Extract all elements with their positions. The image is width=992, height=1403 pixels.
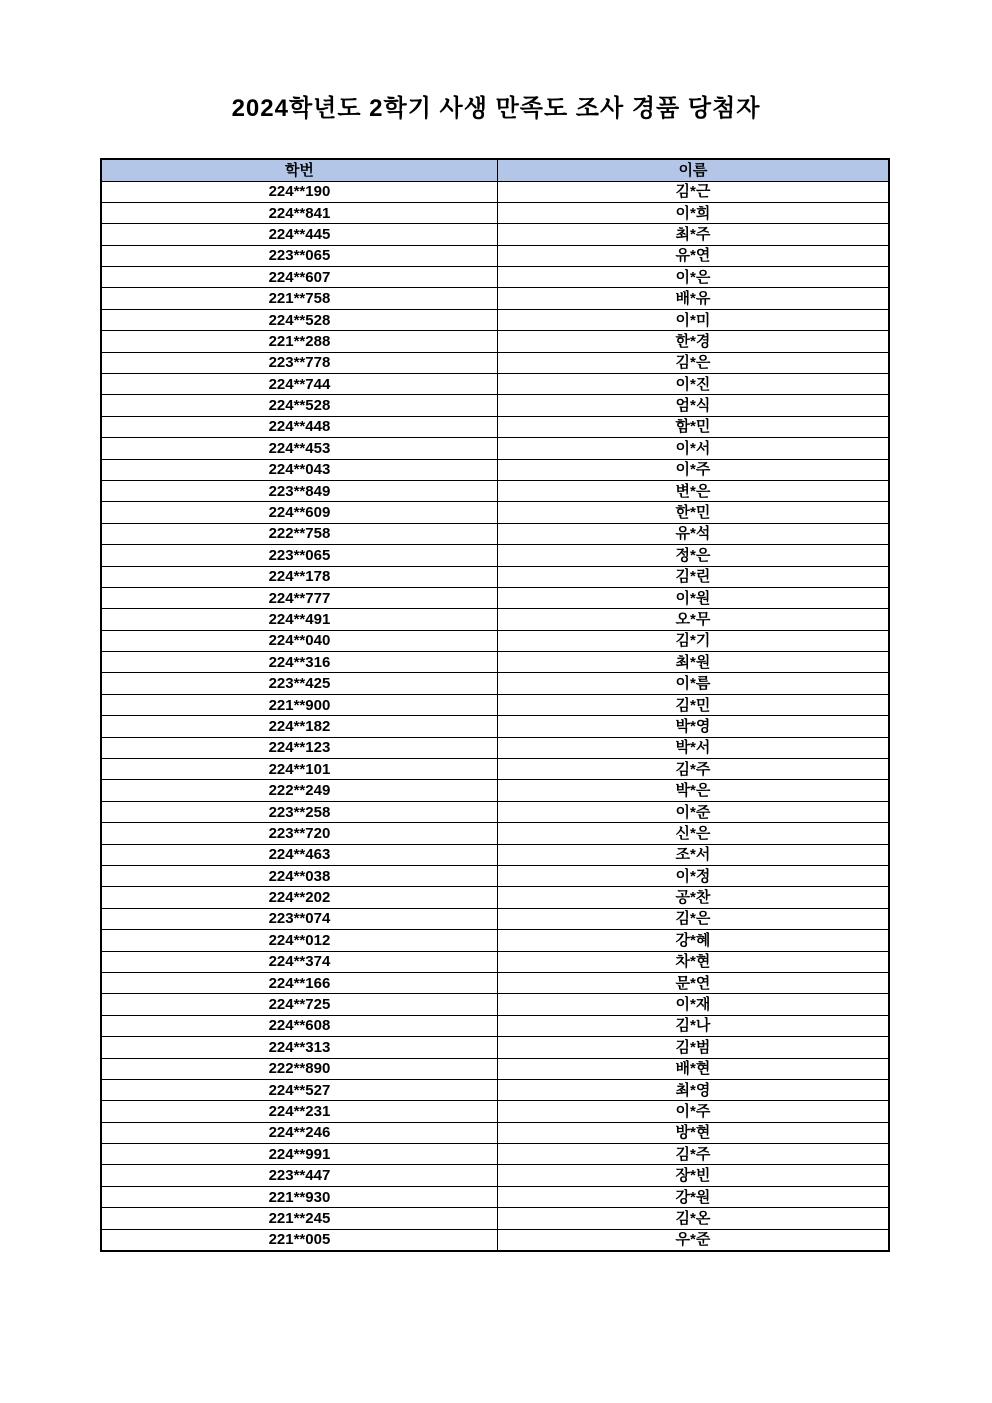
- name-cell: 이*정: [497, 866, 889, 887]
- student-id-cell: 224**231: [101, 1101, 497, 1122]
- student-id-cell: 224**374: [101, 951, 497, 972]
- table-row: [101, 1101, 889, 1122]
- table-row: [101, 866, 889, 887]
- name-cell: 이*주: [497, 459, 889, 480]
- column-header-student-id: 학번: [101, 159, 497, 181]
- name-cell: 김*은: [497, 908, 889, 929]
- column-header-name: 이름: [497, 159, 889, 181]
- name-cell: 우*준: [497, 1229, 889, 1250]
- student-id-cell: 223**447: [101, 1165, 497, 1186]
- name-cell: 이*주: [497, 1101, 889, 1122]
- table-row: [101, 438, 889, 459]
- name-cell: 엄*식: [497, 395, 889, 416]
- student-id-cell: 222**890: [101, 1058, 497, 1079]
- table-row: [101, 823, 889, 844]
- table-row: [101, 609, 889, 630]
- student-id-cell: 221**288: [101, 331, 497, 352]
- table-row: [101, 1122, 889, 1143]
- table-row: [101, 395, 889, 416]
- table-row: [101, 245, 889, 266]
- table-header-row: [101, 159, 889, 181]
- name-cell: 이*재: [497, 994, 889, 1015]
- name-cell: 박*은: [497, 780, 889, 801]
- table-row: [101, 331, 889, 352]
- name-cell: 장*빈: [497, 1165, 889, 1186]
- name-cell: 정*은: [497, 545, 889, 566]
- student-id-cell: 224**445: [101, 224, 497, 245]
- name-cell: 박*서: [497, 737, 889, 758]
- table-row: [101, 1144, 889, 1165]
- student-id-cell: 224**608: [101, 1015, 497, 1036]
- table-row: [101, 309, 889, 330]
- name-cell: 유*석: [497, 523, 889, 544]
- table-row: [101, 652, 889, 673]
- table-row: [101, 480, 889, 501]
- student-id-cell: 224**744: [101, 374, 497, 395]
- student-id-cell: 224**491: [101, 609, 497, 630]
- table-row: [101, 780, 889, 801]
- name-cell: 배*현: [497, 1058, 889, 1079]
- student-id-cell: 221**245: [101, 1208, 497, 1229]
- student-id-cell: 224**528: [101, 395, 497, 416]
- name-cell: 한*민: [497, 502, 889, 523]
- table-row: [101, 759, 889, 780]
- student-id-cell: 224**166: [101, 972, 497, 993]
- student-id-cell: 224**182: [101, 716, 497, 737]
- name-cell: 공*찬: [497, 887, 889, 908]
- student-id-cell: 224**991: [101, 1144, 497, 1165]
- name-cell: 김*주: [497, 759, 889, 780]
- student-id-cell: 223**065: [101, 245, 497, 266]
- table-row: [101, 716, 889, 737]
- name-cell: 이*원: [497, 587, 889, 608]
- name-cell: 이*진: [497, 374, 889, 395]
- student-id-cell: 224**609: [101, 502, 497, 523]
- name-cell: 차*현: [497, 951, 889, 972]
- name-cell: 이*미: [497, 309, 889, 330]
- name-cell: 최*영: [497, 1079, 889, 1100]
- student-id-cell: 224**777: [101, 587, 497, 608]
- student-id-cell: 221**930: [101, 1186, 497, 1207]
- table-row: [101, 1208, 889, 1229]
- table-row: [101, 502, 889, 523]
- table-row: [101, 1058, 889, 1079]
- table-row: [101, 694, 889, 715]
- table-row: [101, 545, 889, 566]
- name-cell: 최*주: [497, 224, 889, 245]
- table-row: [101, 1079, 889, 1100]
- table-row: [101, 202, 889, 223]
- table-row: [101, 224, 889, 245]
- table-row: [101, 801, 889, 822]
- name-cell: 조*서: [497, 844, 889, 865]
- table-row: [101, 1229, 889, 1250]
- student-id-cell: 224**012: [101, 930, 497, 951]
- table-row: [101, 416, 889, 437]
- table-row: [101, 566, 889, 587]
- table-row: [101, 459, 889, 480]
- table-row: [101, 994, 889, 1015]
- table-row: [101, 908, 889, 929]
- student-id-cell: 224**313: [101, 1037, 497, 1058]
- name-cell: 강*원: [497, 1186, 889, 1207]
- student-id-cell: 222**249: [101, 780, 497, 801]
- table-row: [101, 887, 889, 908]
- table-body: [101, 181, 889, 1251]
- student-id-cell: 224**725: [101, 994, 497, 1015]
- student-id-cell: 223**425: [101, 673, 497, 694]
- student-id-cell: 224**527: [101, 1079, 497, 1100]
- name-cell: 김*근: [497, 181, 889, 202]
- name-cell: 김*기: [497, 630, 889, 651]
- table-row: [101, 1037, 889, 1058]
- name-cell: 변*은: [497, 480, 889, 501]
- student-id-cell: 224**448: [101, 416, 497, 437]
- student-id-cell: 224**123: [101, 737, 497, 758]
- name-cell: 김*범: [497, 1037, 889, 1058]
- table-row: [101, 1186, 889, 1207]
- student-id-cell: 224**841: [101, 202, 497, 223]
- student-id-cell: 224**463: [101, 844, 497, 865]
- page-title: 2024학년도 2학기 사생 만족도 조사 경품 당첨자: [231, 95, 761, 122]
- student-id-cell: 224**178: [101, 566, 497, 587]
- name-cell: 김*은: [497, 352, 889, 373]
- student-id-cell: 221**005: [101, 1229, 497, 1250]
- name-cell: 강*혜: [497, 930, 889, 951]
- name-cell: 배*유: [497, 288, 889, 309]
- student-id-cell: 224**038: [101, 866, 497, 887]
- name-cell: 이*준: [497, 801, 889, 822]
- name-cell: 문*연: [497, 972, 889, 993]
- name-cell: 이*름: [497, 673, 889, 694]
- student-id-cell: 223**074: [101, 908, 497, 929]
- name-cell: 유*연: [497, 245, 889, 266]
- table-row: [101, 951, 889, 972]
- table-row: [101, 523, 889, 544]
- student-id-cell: 223**778: [101, 352, 497, 373]
- name-cell: 김*주: [497, 1144, 889, 1165]
- student-id-cell: 221**900: [101, 694, 497, 715]
- student-id-cell: 224**246: [101, 1122, 497, 1143]
- student-id-cell: 224**453: [101, 438, 497, 459]
- student-id-cell: 222**758: [101, 523, 497, 544]
- table-row: [101, 630, 889, 651]
- student-id-cell: 224**202: [101, 887, 497, 908]
- table-row: [101, 737, 889, 758]
- name-cell: 이*은: [497, 267, 889, 288]
- student-id-cell: 224**316: [101, 652, 497, 673]
- name-cell: 김*린: [497, 566, 889, 587]
- name-cell: 오*무: [497, 609, 889, 630]
- student-id-cell: 221**758: [101, 288, 497, 309]
- table-row: [101, 1015, 889, 1036]
- table-row: [101, 267, 889, 288]
- student-id-cell: 223**720: [101, 823, 497, 844]
- student-id-cell: 224**040: [101, 630, 497, 651]
- student-id-cell: 223**849: [101, 480, 497, 501]
- table-row: [101, 352, 889, 373]
- student-id-cell: 224**190: [101, 181, 497, 202]
- name-cell: 신*은: [497, 823, 889, 844]
- student-id-cell: 223**258: [101, 801, 497, 822]
- student-id-cell: 224**101: [101, 759, 497, 780]
- table-row: [101, 673, 889, 694]
- name-cell: 이*희: [497, 202, 889, 223]
- student-id-cell: 224**607: [101, 267, 497, 288]
- student-id-cell: 224**043: [101, 459, 497, 480]
- table-row: [101, 288, 889, 309]
- table-row: [101, 844, 889, 865]
- name-cell: 최*원: [497, 652, 889, 673]
- name-cell: 한*경: [497, 331, 889, 352]
- name-cell: 김*민: [497, 694, 889, 715]
- table-row: [101, 930, 889, 951]
- table-row: [101, 181, 889, 202]
- table-row: [101, 374, 889, 395]
- table-row: [101, 972, 889, 993]
- name-cell: 김*온: [497, 1208, 889, 1229]
- name-cell: 함*민: [497, 416, 889, 437]
- student-id-cell: 223**065: [101, 545, 497, 566]
- name-cell: 방*현: [497, 1122, 889, 1143]
- name-cell: 김*나: [497, 1015, 889, 1036]
- winners-table: [100, 158, 890, 1252]
- name-cell: 이*서: [497, 438, 889, 459]
- student-id-cell: 224**528: [101, 309, 497, 330]
- table-row: [101, 1165, 889, 1186]
- name-cell: 박*영: [497, 716, 889, 737]
- table-row: [101, 587, 889, 608]
